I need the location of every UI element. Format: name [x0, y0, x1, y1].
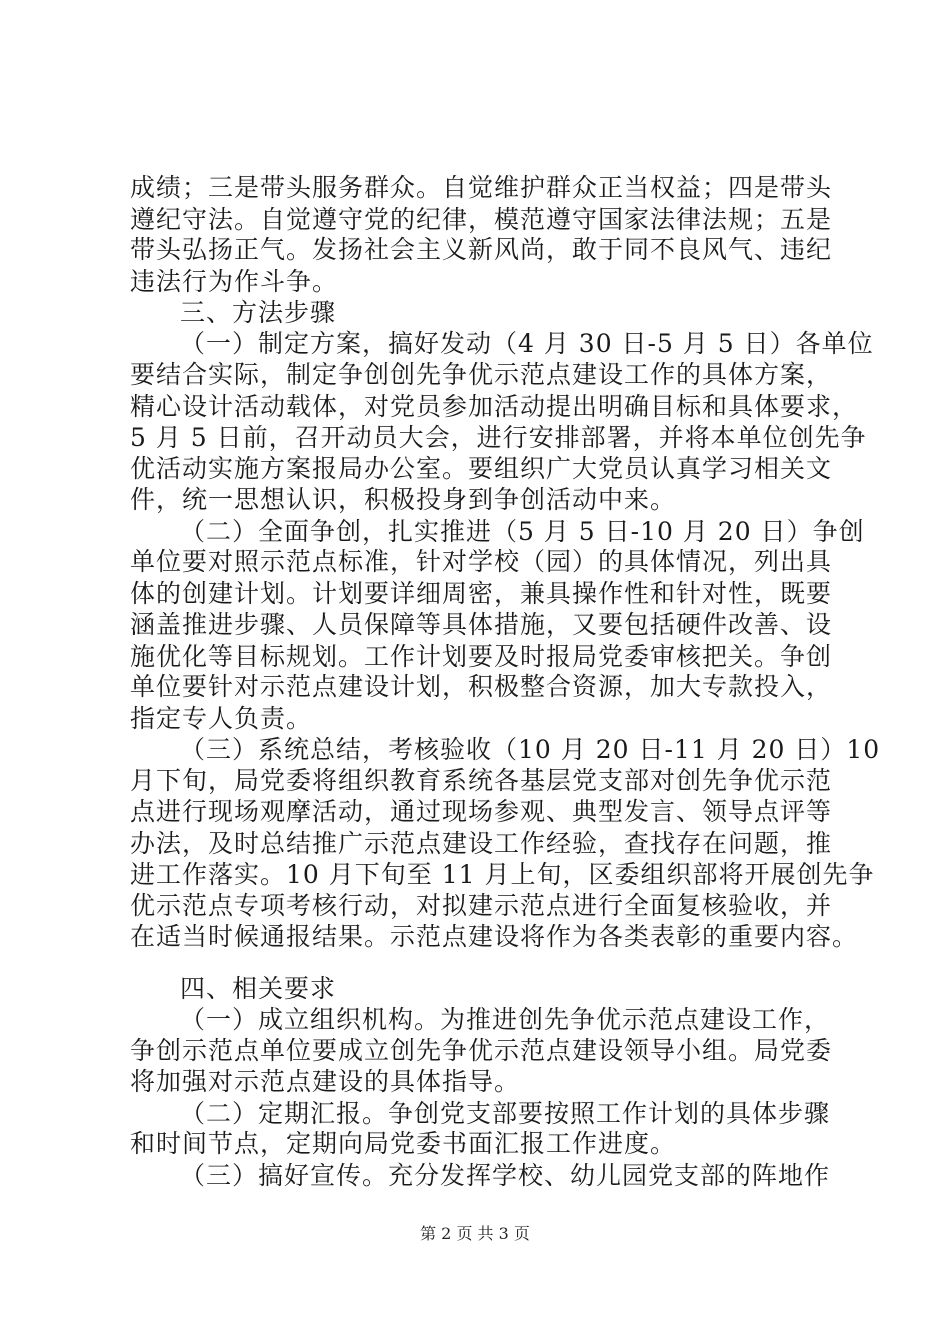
- body-line: （三）搞好宣传。充分发挥学校、幼儿园党支部的阵地作: [180, 1161, 831, 1190]
- body-line: （三）系统总结，考核验收（10 月 20 日-11 月 20 日）10: [180, 734, 881, 764]
- body-line: 带头弘扬正气。发扬社会主义新风尚，敢于同不良风气、违纪: [130, 235, 833, 265]
- page-number-footer: 第 2 页 共 3 页: [420, 1224, 530, 1243]
- body-line: 涵盖推进步骤、人员保障等具体措施，又要包括硬件改善、设: [130, 609, 833, 639]
- body-line: 单位要对照示范点标准，针对学校（园）的具体情况，列出具: [130, 547, 833, 577]
- body-line: 违法行为作斗争。: [130, 267, 339, 297]
- body-line: 单位要针对示范点建设计划，积极整合资源，加大专款投入，: [130, 672, 833, 702]
- section-heading: 三、方法步骤: [180, 297, 337, 327]
- body-line: 指定专人负责。: [130, 703, 313, 733]
- body-line: 办法，及时总结推广示范点建设工作经验，查找存在问题，推: [130, 828, 833, 858]
- body-line: 在适当时候通报结果。示范点建设将作为各类表彰的重要内容。: [130, 921, 859, 951]
- body-line: 优活动实施方案报局办公室。要组织广大党员认真学习相关文: [130, 454, 833, 484]
- body-line: 月下旬，局党委将组织教育系统各基层党支部对创先争优示范: [130, 766, 833, 796]
- body-line: 要结合实际，制定争创创先争优示范点建设工作的具体方案，: [130, 360, 833, 390]
- body-line: 点进行现场观摩活动，通过现场参观、典型发言、领导点评等: [130, 797, 833, 827]
- body-line: 将加强对示范点建设的具体指导。: [130, 1066, 521, 1096]
- body-line: （二）定期汇报。争创党支部要按照工作计划的具体步骤: [180, 1098, 831, 1128]
- body-line: 施优化等目标规划。工作计划要及时报局党委审核把关。争创: [130, 641, 833, 671]
- body-line: 件，统一思想认识，积极投身到争创活动中来。: [130, 485, 677, 515]
- section-heading: 四、相关要求: [180, 973, 337, 1003]
- body-line: （二）全面争创，扎实推进（5 月 5 日-10 月 20 日）争创: [180, 516, 865, 546]
- body-line: 体的创建计划。计划要详细周密，兼具操作性和针对性，既要: [130, 579, 833, 609]
- body-line: （一）成立组织机构。为推进创先争优示范点建设工作，: [180, 1004, 831, 1034]
- body-line: 争创示范点单位要成立创先争优示范点建设领导小组。局党委: [130, 1036, 833, 1066]
- body-line: 遵纪守法。自觉遵守党的纪律，模范遵守国家法律法规；五是: [130, 204, 833, 234]
- body-line: 和时间节点，定期向局党委书面汇报工作进度。: [130, 1129, 677, 1159]
- body-line: 5 月 5 日前，召开动员大会，进行安排部署，并将本单位创先争: [130, 422, 867, 452]
- body-line: 精心设计活动载体，对党员参加活动提出明确目标和具体要求，: [130, 391, 859, 421]
- body-line: 优示范点专项考核行动，对拟建示范点进行全面复核验收，并: [130, 891, 833, 921]
- body-line: 进工作落实。10 月下旬至 11 月上旬，区委组织部将开展创先争: [130, 859, 875, 889]
- body-line: （一）制定方案，搞好发动（4 月 30 日-5 月 5 日）各单位: [180, 329, 874, 359]
- body-line: 成绩；三是带头服务群众。自觉维护群众正当权益；四是带头: [130, 173, 833, 202]
